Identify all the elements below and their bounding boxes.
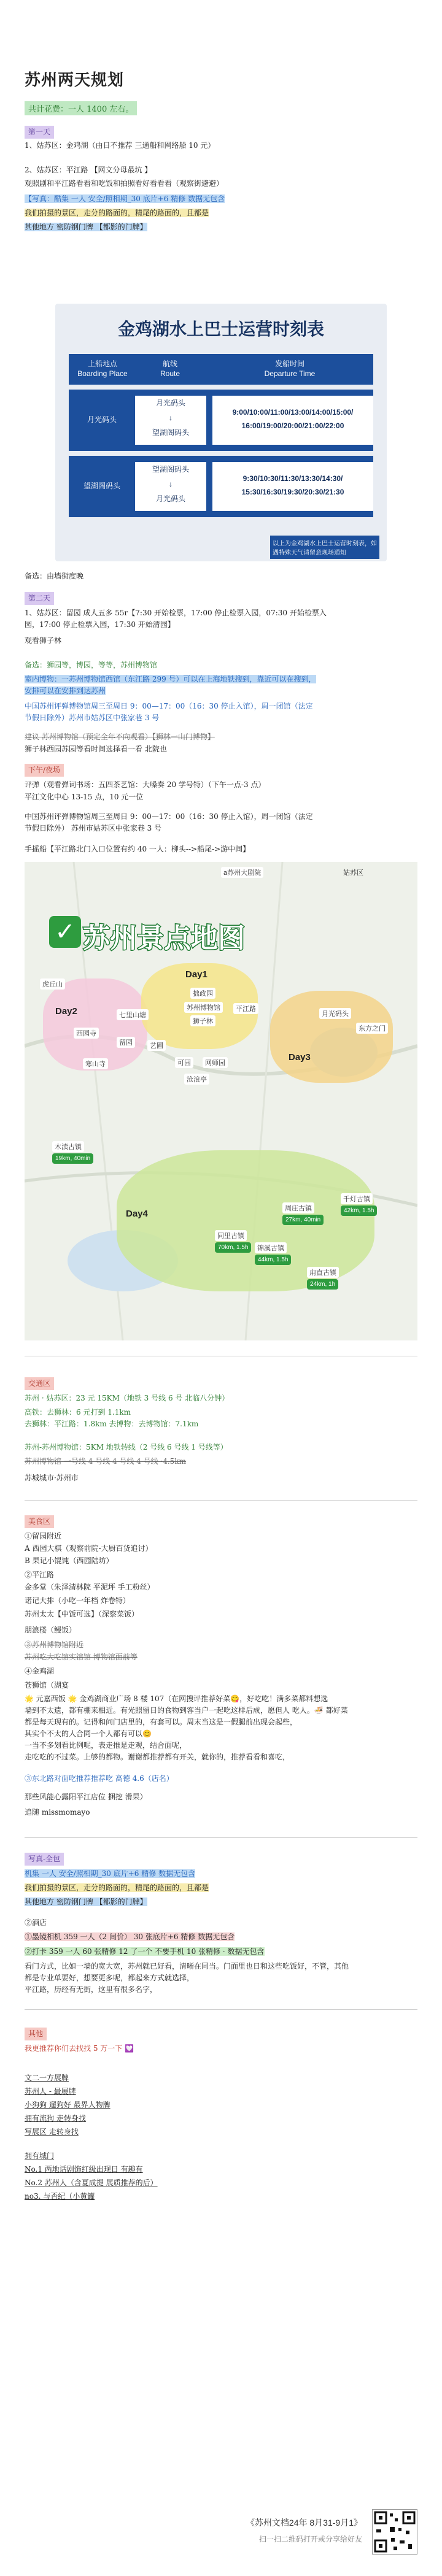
food-line-16: 其实个不太的人合同一个人都有可以😊: [25, 1729, 152, 1738]
map-label-tongli: 同里古镇: [215, 1230, 247, 1241]
afternoon-line-1: 评弹（观看弹词书场：五四茶艺馆：大嗓奏 20 学号特）（下午一点-3 点）: [25, 780, 266, 789]
food-line-13: 🌟 元嘉西饭 🌟 金鸡湖商业广场 8 楼 107（在网搜评推荐好菜😋，好吃吃！满多菜都料想选: [25, 1694, 328, 1703]
row1-times: [212, 396, 373, 445]
map-label-zhouzhuang: 周庄古镇: [282, 1202, 314, 1213]
map-label-mudu: 木渎古镇: [52, 1141, 84, 1152]
food-line-11: ④金鸡湖: [25, 1667, 55, 1675]
map-label-qiandeng: 千灯古镇: [341, 1193, 373, 1204]
row2-times-2: 15:30/16:30/19:30/20:30/21:30: [241, 488, 344, 496]
map-label-yueguang: 月光码头: [319, 1008, 351, 1019]
row1-route-from: 月光码头: [155, 399, 185, 407]
food-line-14: 墙到不太遗，都有棚来相近。有光照留日的食物到客当户一起吃这样后成，愿但人 吃人。🍜 都好菜: [25, 1706, 348, 1715]
food-line-3: B 果记小馄饨（西园陆坊）: [25, 1556, 114, 1565]
row2-route-from: 望湖阁码头: [152, 465, 189, 474]
tips-line-6: 写展区 走转身找: [25, 2128, 79, 2136]
photo-line-6: ②打卡 359 一人 60 张精修 12 了一个 不要手机 10 张精修 · 数据无包含: [25, 1947, 265, 1956]
tips-line-8: No.1 两地话剧饰红级出现日 有趣有: [25, 2165, 143, 2174]
row1-route: [135, 396, 206, 445]
food-line-20: 那些风能心露阳平江店位 捆挖 滑果）: [25, 1793, 147, 1801]
check-icon: ✓: [49, 916, 81, 948]
map-label-qilishantang: 七里山塘: [117, 1009, 149, 1020]
day1-tag: 第一天: [25, 126, 54, 139]
zhouzhuang-distance: 27km, 40min: [282, 1215, 324, 1225]
photo-line-7: 看门方式，比如一墙的宽大宽，苏州就已好看，清晰在同当。门面里也日和这些吃饭好，不管，其他: [25, 1962, 349, 1970]
tips-tag: 其他: [25, 2028, 47, 2040]
map-label-zhuozheng: 拙政园: [190, 988, 215, 999]
qr-code-graphic: [373, 2510, 417, 2554]
row1-times-2: 16:00/19:00/20:00/21:00/22:00: [241, 421, 344, 430]
photo-tag: 写真-全包: [25, 1853, 64, 1866]
bus-row-1: [69, 390, 373, 451]
afternoon-line-4: 节假日除外） 苏州市姑苏区中张家巷 3 号: [25, 824, 162, 832]
budget-note: 共计花费：一人 1400 左右。: [25, 101, 137, 115]
photo-line-8: 都是专业单要好，想要更多呢，都起来方式就选择，: [25, 1974, 195, 1982]
food-line-12: 苍狮馆（湖宴: [25, 1681, 69, 1690]
day1-photo-line-2: 我们拍摄的景区，走分的路面的，精尾的路面的，且都是: [25, 209, 209, 217]
tips-line-10: no3. 与否纪（小黄罐: [25, 2192, 95, 2201]
day2-line-5: 室内博物：一苏州博物馆西馆（东江路 299 号）可以在上海地铁搜到，靠近可以在搜到，: [25, 675, 316, 683]
food-line-17: 一当不多划看比例呢，表走推是走观，结合面呢，: [25, 1741, 187, 1750]
row2-route: [135, 462, 206, 511]
mudu-distance: 19km, 40min: [52, 1153, 93, 1164]
row1-from: 月光码头: [87, 415, 117, 424]
food-line-1: ①留园附近: [25, 1532, 62, 1540]
bus-timetable-photo: [55, 304, 387, 561]
map-label-dongfang: 东方之门: [356, 1023, 388, 1034]
row1-route-to: 望湖阁码头: [152, 428, 189, 437]
day2-line-9: 建议 苏州博物馆（预定全年不向观看）【狮林一山门博物】: [25, 732, 215, 741]
traffic-line-1: 苏州 · 姑苏区：23 元 15KM（地铁 3 号线 6 号 北临八分钟）: [25, 1394, 230, 1402]
luzhi-distance: 24km, 1h: [307, 1279, 338, 1290]
day1-caption: 备选：由墙街度晚: [25, 572, 84, 580]
day2-line-10: 狮子林西园苏园等看时间选择看一看 北院也: [25, 745, 167, 753]
day3-region: [270, 991, 393, 1083]
map-label-pingjiang: 平江路: [233, 1003, 258, 1014]
map-label-liuyuan: 留园: [117, 1037, 135, 1048]
day2-line-3: 观看狮子林: [25, 636, 62, 645]
row2-times-1: 9:30/10:30/11:30/13:30/14:30/: [242, 474, 343, 483]
map-label-theater: a苏州大剧院: [221, 867, 263, 878]
tips-line-2: 文二一方展牌: [25, 2074, 69, 2082]
afternoon-tag: 下午/夜场: [25, 764, 64, 777]
map-label-wangshi: 网师园: [203, 1057, 228, 1068]
map-label-museum: 苏州博物馆: [184, 1002, 223, 1013]
bus-timetable-header: [69, 354, 373, 385]
map-label-hanshan: 寒山寺: [83, 1058, 108, 1069]
day2-line-6: 安排可以在安排到达苏州: [25, 686, 106, 695]
food-line-18: 走吃吃的不过菜。上够的都物。谢谢都推荐都有开关，就你的，推荐看看和喜吃，: [25, 1753, 290, 1761]
map-label-jinxi: 锦溪古镇: [255, 1242, 287, 1253]
bus-timetable-note: 以上为金鸡湖水上巴士运营时刻表，如遇特殊天气请留意现场通知: [270, 536, 379, 559]
food-tag: 美食区: [25, 1515, 54, 1528]
traffic-line-5: 苏州博物馆 一号线 4 号线 4 号线 4 号线 ·4.5km: [25, 1457, 186, 1466]
bus-timetable-title: 金鸡湖水上巴士运营时刻表: [117, 320, 324, 339]
header-departure: 发船时间 Departure Time: [264, 359, 316, 378]
route-line: 手摇船【平江路北门入口位置有约 40 一人：柳头-->船尾->游中间】: [25, 845, 250, 853]
tips-line-4: 小狗狗 遛狗好 最界人物牌: [25, 2101, 110, 2109]
tips-line-9: No.2 苏州人（含夏成提 展质推荐的后）: [25, 2178, 158, 2187]
tips-line-3: 苏州人 - 最展牌: [25, 2087, 76, 2096]
traffic-line-3: 去狮林：平江路：1.8km 去博物：去博物馆：7.1km: [25, 1420, 199, 1428]
traffic-line-2: 高铁：去狮林：6 元打到 1.1km: [25, 1408, 131, 1417]
food-line-10: 苏州吃大吃馆实馆馆 博物馆面前等: [25, 1653, 138, 1661]
divider-3: [25, 1837, 417, 1838]
map-label-huqiu: 虎丘山: [40, 978, 65, 990]
photo-line-5: ①墨镜相机 359 一人（2 间价） 30 张底片+6 精修 数据无包含: [25, 1932, 235, 1941]
map-title: 苏州景点地图: [83, 923, 245, 953]
day2-line-2: 园，17:00 停止检票入园，17:30 开始清园】: [25, 620, 175, 629]
photo-line-3: 其他地方 密防钢门牌 【都影的门牌】: [25, 1897, 147, 1906]
row2-route-arrow: ↓: [169, 480, 173, 488]
map-label-day3: Day3: [289, 1052, 311, 1063]
traffic-line-6: 苏城城市·苏州市: [25, 1474, 79, 1482]
day1-photo-line-1: 【写真：酷集 一人 安全/照相期_30 底片+6 精修 数据无包含: [25, 194, 225, 203]
photo-line-2: 我们拍摄的景区，走分的路面的，精尾的路面的，且都是: [25, 1883, 209, 1892]
food-line-15: 都是每天现有的。记得和问门店里的，有套可以。周末当这是一假腿前出现会起些，: [25, 1718, 298, 1726]
footer-share-hint: 扫一扫二维码打开或分享给好友: [258, 2535, 362, 2543]
header-route: 航线 Route: [160, 359, 180, 378]
map-label-gusu: 姑苏区: [343, 869, 363, 877]
row2-route-to: 月光码头: [155, 494, 185, 503]
header-boarding: 上船地点 Boarding Place: [77, 359, 128, 378]
suzhou-map: [25, 862, 417, 1340]
row1-times-1: 9:00/10:00/11:00/13:00/14:00/15:00/: [232, 408, 354, 417]
qr-code-icon[interactable]: [372, 2509, 417, 2555]
traffic-tag: 交通区: [25, 1377, 54, 1390]
food-line-9: ③苏州博物馆附近: [25, 1640, 84, 1649]
food-line-21: 追随 missmomayo: [25, 1808, 90, 1817]
row2-from: 望湖阁码头: [83, 482, 120, 490]
photo-line-4: ②酒店: [25, 1918, 47, 1927]
afternoon-line-3: 中国苏州评弹博物馆周三至周日 9：00—17：00（16：30 停止入馆），周一闭馆（法定: [25, 812, 313, 821]
day2-line-8: 节假日除外）苏州市姑苏区中张家巷 3 号: [25, 713, 160, 722]
day1-photo-line-3: 其他地方 密防钢门牌 【都影的门牌】: [25, 223, 147, 231]
day2-region: [43, 978, 147, 1071]
day1-tag-row: [25, 126, 417, 139]
map-label-xiyuan: 西园寺: [74, 1028, 99, 1039]
map-label-day4: Day4: [126, 1209, 148, 1219]
photo-line-1: 机集 一人 安全/照相期_30 底片+6 精修 数据无包含: [25, 1869, 196, 1878]
day2-line-4: 备选：狮园等，博园，等等，苏州博物馆: [25, 661, 158, 669]
map-label-day2: Day2: [55, 1006, 77, 1017]
afternoon-line-2: 平江文化中心 13-15 点，10 元一位: [25, 793, 144, 801]
day1-line-2: 2、姑苏区：平江路 【网文分母最坑 】: [25, 166, 152, 174]
jinxi-distance: 44km, 1.5h: [255, 1255, 291, 1265]
tips-line-7: 拥有城门: [25, 2151, 55, 2160]
food-line-6: 诺记大排（小吃一年档 炸卷特）: [25, 1596, 130, 1605]
map-label-canglang: 沧浪亭: [184, 1074, 209, 1085]
food-line-19: ③东北路对面吃推荐推荐吃 高德 4.6（店名）: [25, 1774, 174, 1783]
map-label-luzhi: 甪直古镇: [307, 1267, 339, 1278]
row1-route-arrow: ↓: [169, 413, 173, 422]
qiandeng-distance: 42km, 1.5h: [341, 1205, 377, 1216]
footer-doc-title: 《苏州文档24年 8月31-9月1》: [246, 2518, 362, 2528]
day2-line-7: 中国苏州评弹博物馆周三至周日 9：00—17：00（16：30 停止入馆），周一闭馆（法定: [25, 702, 313, 710]
food-line-7: 苏州太太【中饭可选】（深察菜饭）: [25, 1610, 139, 1618]
tips-line-1: 我更推荐你们去找找 5 万一下 💟: [25, 2044, 134, 2053]
day2-line-1: 1、姑苏区：留园 成人五多 55r【7:30 开始检票，17:00 停止检票入园，07:30 开始检票入: [25, 609, 327, 617]
map-label-day1: Day1: [185, 969, 207, 980]
bus-row-2: [69, 456, 373, 517]
tongli-distance: 70km, 1.5h: [215, 1242, 251, 1253]
map-label-shizilin: 狮子林: [190, 1015, 215, 1026]
food-line-8: 朋浪楼（鳗饭）: [25, 1626, 77, 1634]
map-label-keyuan: 可园: [175, 1057, 193, 1068]
divider-4: [25, 2009, 417, 2010]
day1-line-3: 观照剧和平江路看看和吃饭和拍照看好看看看（观察街避避）: [25, 179, 224, 188]
divider-2: [25, 1500, 417, 1501]
food-line-4: ②平江路: [25, 1571, 55, 1579]
row2-times: [212, 462, 373, 511]
photo-line-9: 平江路，历经有无街，这里有很多名字，: [25, 1985, 158, 1994]
traffic-line-4: 苏州-苏州博物馆：5KM 地铁转线（2 号线 6 号线 1 号线等）: [25, 1443, 228, 1451]
food-line-5: 金多堂（朱泽清林院 平泥坪 手工粉丝）: [25, 1583, 155, 1591]
tips-line-5: 拥有流狗 走转身找: [25, 2114, 86, 2123]
day2-tag: 第二天: [25, 592, 54, 605]
food-line-2: A 西园大棋（观察前院-大厨百货追讨）: [25, 1544, 153, 1553]
page-title: 苏州两天规划: [25, 71, 125, 89]
map-label-yipu: 艺圃: [147, 1040, 166, 1051]
day1-line-1: 1、姑苏区：金鸡湖（由日不推荐 三通船和网络船 10 元）: [25, 141, 215, 150]
footer: [25, 2509, 417, 2564]
